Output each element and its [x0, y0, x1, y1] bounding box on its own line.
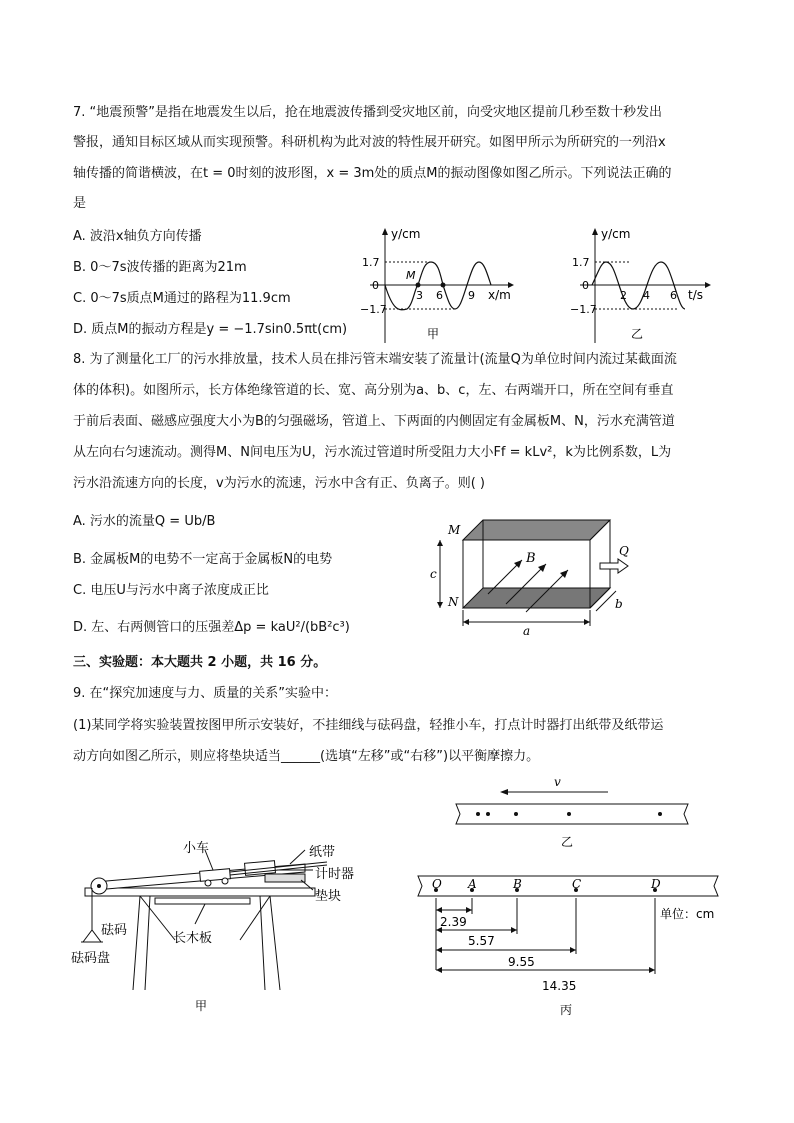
q9-part1-line-1: (1)某同学将实验装置按图甲所示安装好，不挂细线与砝码盘，轻推小车，打点计时器打出纸带及纸带运	[73, 718, 664, 733]
q8-line-3: 于前后表面、磁感应强度大小为B的匀强磁场，管道上、下两面的内侧固定有金属板M、N，污水充满管道	[73, 414, 675, 429]
q8-label-n: N	[448, 595, 459, 609]
q8-label-c: c	[430, 567, 437, 581]
q9-distance-ob: 5.57	[468, 934, 495, 948]
q7-jia-xtick-9: 9	[468, 289, 475, 302]
q7-option-a: A. 波沿x轴负方向传播	[73, 229, 202, 244]
q7-line-4: 是	[73, 196, 87, 211]
q9-distance-oc: 9.55	[508, 955, 535, 969]
q7-line-2: 警报，通知目标区域从而实现预警。科研机构为此对波的特性展开研究。如图甲所示为所研究的一列沿x	[73, 135, 666, 150]
section-3-heading: 三、实验题：本大题共 2 小题，共 16 分。	[73, 655, 327, 670]
q8-line-4: 从左向右匀速流动。测得M、N间电压为U，污水流过管道时所受阻力大小Ff = kLv²，k为比例系数，L为	[73, 445, 672, 460]
q8-line-5: 污水沿流速方向的长度，v为污水的流速，污水中含有正、负离子。则( )	[73, 476, 485, 491]
q9-label-weight: 砝码	[101, 923, 128, 938]
q7-jia-point-m: M	[406, 269, 416, 282]
q7-yi-ytick-zero: 0	[582, 279, 589, 292]
q8-label-q: Q	[619, 544, 629, 558]
q7-jia-ytick-top: 1.7	[362, 256, 380, 269]
q9-tape-figure-bing	[410, 870, 730, 1020]
q8-option-a: A. 污水的流量Q = Ub/B	[73, 514, 216, 529]
q7-yi-xlabel: t/s	[688, 288, 703, 302]
q8-line-1: 8. 为了测量化工厂的污水排放量，技术人员在排污管末端安装了流量计(流量Q为单位时间内流过某截面流	[73, 352, 677, 367]
q7-yi-caption: 乙	[631, 327, 644, 341]
q9-point-d: D	[651, 877, 661, 891]
q7-jia-caption: 甲	[427, 327, 440, 341]
q7-yi-ytick-bottom: −1.7	[570, 303, 597, 316]
q7-option-d: D. 质点M的振动方程是y = −1.7sin0.5πt(cm)	[73, 322, 348, 337]
q9-bing-caption: 丙	[560, 1003, 573, 1017]
q7-line-3: 轴传播的简谐横波，在t = 0时刻的波形图，x = 3m处的质点M的振动图像如图乙所示。下列说法正确的	[73, 166, 672, 181]
q9-yi-velocity-label: v	[554, 775, 561, 789]
q7-jia-ytick-zero: 0	[372, 279, 379, 292]
q9-point-c: C	[572, 877, 582, 891]
q7-yi-ylabel: y/cm	[601, 227, 631, 241]
q7-jia-ytick-bottom: −1.7	[360, 303, 387, 316]
q7-option-c: C. 0～7s质点M通过的路程为11.9cm	[73, 291, 291, 306]
q8-line-2: 体的体积)。如图所示，长方体绝缘管道的长、宽、高分别为a、b、c，左、右两端开口，所在空间有垂直	[73, 383, 674, 398]
q7-jia-xtick-6: 6	[436, 289, 443, 302]
q7-jia-xlabel: x/m	[488, 288, 511, 302]
q9-label-timer: 计时器	[315, 867, 355, 882]
q9-label-weight-pan: 砝码盘	[71, 951, 111, 966]
q7-jia-ylabel: y/cm	[391, 227, 421, 241]
q7-yi-ytick-top: 1.7	[572, 256, 590, 269]
q9-apparatus-figure-jia	[65, 830, 365, 1020]
q7-yi-xtick-6: 6	[670, 289, 677, 302]
q7-wave-graph-jia	[360, 225, 520, 350]
q9-label-tape: 纸带	[309, 845, 336, 860]
q9-point-o: O	[432, 877, 442, 891]
q7-yi-xtick-2: 2	[620, 289, 627, 302]
q7-option-b: B. 0～7s波传播的距离为21m	[73, 260, 247, 275]
q8-label-a: a	[523, 624, 531, 637]
q9-distance-oa: 2.39	[440, 915, 467, 929]
q9-label-block: 垫块	[315, 889, 342, 904]
q9-tape-figure-yi	[448, 770, 698, 850]
q9-point-b: B	[513, 877, 522, 891]
q9-label-long-board: 长木板	[173, 931, 213, 946]
q9-label-cart: 小车	[183, 841, 210, 856]
q9-jia-caption: 甲	[195, 999, 208, 1013]
q8-flowmeter-figure	[430, 512, 660, 637]
q8-label-m: M	[448, 523, 461, 537]
q8-option-c: C. 电压U与污水中离子浓度成正比	[73, 583, 269, 598]
q7-line-1: 7. “地震预警”是指在地震发生以后，抢在地震波传播到受灾地区前，向受灾地区提前几秒至数十秒发出	[73, 105, 663, 120]
q9-point-a: A	[468, 877, 477, 891]
q9-title: 9. 在“探究加速度与力、质量的关系”实验中：	[73, 686, 338, 701]
q7-vibration-graph-yi	[560, 225, 720, 350]
q8-option-b: B. 金属板M的电势不一定高于金属板N的电势	[73, 552, 333, 567]
q9-yi-caption: 乙	[561, 835, 574, 849]
q9-part1-line-2: 动方向如图乙所示，则应将垫块适当______(选填“左移”或“右移”)以平衡摩擦力。	[73, 749, 540, 764]
q7-jia-xtick-3: 3	[416, 289, 423, 302]
q7-yi-xtick-4: 4	[643, 289, 650, 302]
q8-label-b: b	[615, 597, 623, 611]
q9-distance-od: 14.35	[542, 979, 577, 993]
q8-label-b-field: B	[526, 551, 536, 566]
q9-bing-unit: 单位：cm	[660, 907, 715, 921]
q8-option-d: D. 左、右两侧管口的压强差Δp = kaU²/(bB²c³)	[73, 620, 350, 635]
